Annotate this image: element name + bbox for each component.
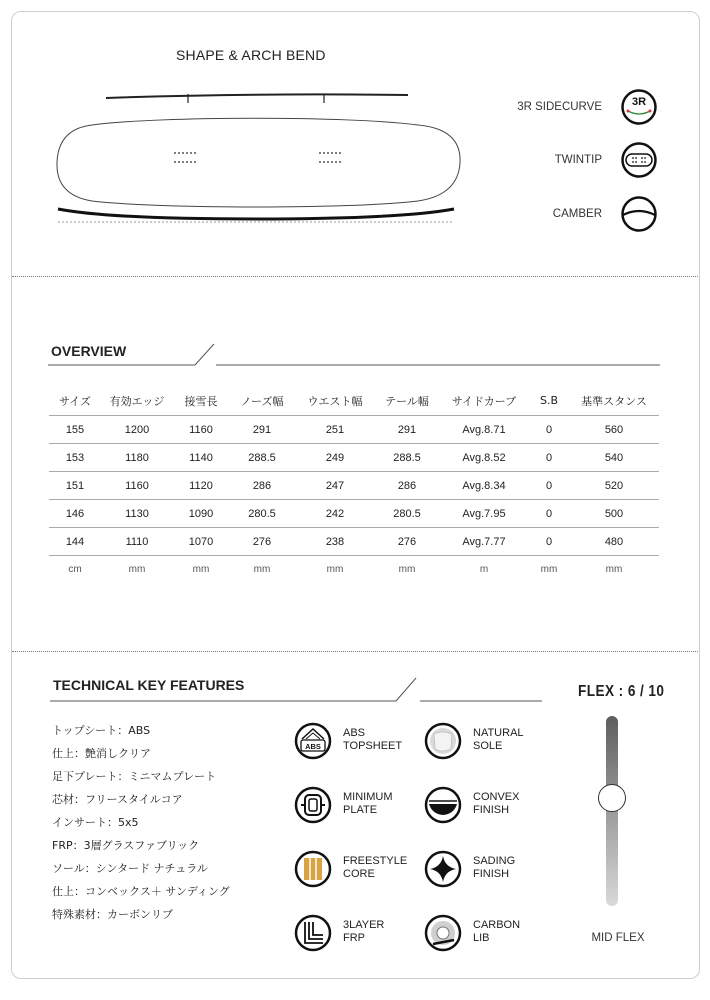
table-cell: 1160 [101, 472, 173, 500]
table-cell: mm [253, 563, 271, 575]
twintip-label: TWINTIP [554, 154, 602, 166]
badge-label-natural: NATURAL SOLE [473, 727, 524, 752]
table-cell: 151 [49, 472, 101, 500]
table-cell: 0 [529, 528, 569, 556]
table-cell: 291 [375, 416, 439, 444]
table-cell: 280.5 [375, 500, 439, 528]
table-row [49, 444, 659, 472]
table-cell: Avg.7.95 [439, 500, 529, 528]
table-cell: 1110 [101, 528, 173, 556]
3r-sidecurve-icon [620, 88, 658, 126]
table-cell: 560 [569, 416, 659, 444]
table-cell: 0 [529, 416, 569, 444]
table-row [49, 416, 659, 444]
spec-list [52, 723, 230, 930]
3layer-frp-icon [294, 914, 332, 952]
section-divider [12, 651, 698, 652]
table-cell: mm [398, 563, 416, 575]
table-row [49, 472, 659, 500]
technical-title: TECHNICAL KEY FEATURES [53, 677, 245, 693]
profile-top-line [106, 94, 408, 98]
abs-icon-text: ABS [305, 742, 321, 751]
table-cell: 480 [569, 528, 659, 556]
minimum-plate-icon [294, 786, 332, 824]
table-cell: 276 [375, 528, 439, 556]
col-header: 接雪長 [173, 386, 229, 416]
twintip-icon [620, 141, 658, 179]
technical-title-underline [50, 676, 545, 706]
badge-label-abs: ABS TOPSHEET [343, 727, 403, 752]
table-cell: mm [326, 563, 344, 575]
table-cell: 146 [49, 500, 101, 528]
table-cell: cm [68, 563, 82, 575]
spec-item: FRP：3層グラスファブリック [52, 839, 200, 852]
table-cell: 1180 [101, 444, 173, 472]
table-cell: 1160 [173, 416, 229, 444]
table-cell: 286 [375, 472, 439, 500]
table-cell: 1140 [173, 444, 229, 472]
col-header: サイドカーブ [439, 386, 529, 416]
spec-item: 仕上：艶消しクリア [52, 747, 151, 760]
spec-item: ソール：シンタード ナチュラル [52, 862, 208, 875]
col-header: 有効エッジ [101, 386, 173, 416]
board-shape-diagram [50, 85, 470, 230]
table-row [49, 500, 659, 528]
table-cell: 1120 [173, 472, 229, 500]
sidecurve-label: 3R SIDECURVE [517, 101, 602, 113]
table-header-row [49, 386, 659, 416]
overview-title: OVERVIEW [51, 343, 127, 359]
flex-indicator [598, 784, 626, 812]
col-header: サイズ [49, 386, 101, 416]
table-cell: 251 [295, 416, 375, 444]
table-row [49, 528, 659, 556]
table-cell: 540 [569, 444, 659, 472]
board-outline [57, 118, 460, 207]
table-cell: 155 [49, 416, 101, 444]
table-cell: 242 [295, 500, 375, 528]
table-cell: 520 [569, 472, 659, 500]
spec-item: トップシート：ABS [52, 724, 151, 737]
table-cell: 238 [295, 528, 375, 556]
spec-item: インサート：5x5 [52, 816, 139, 829]
section-divider [12, 276, 698, 277]
table-cell: 1090 [173, 500, 229, 528]
overview-title-underline [48, 340, 663, 370]
table-cell: 144 [49, 528, 101, 556]
sanding-finish-icon [424, 850, 462, 888]
table-cell: 1070 [173, 528, 229, 556]
spec-table [49, 386, 659, 582]
table-cell: 288.5 [375, 444, 439, 472]
badge-label-core: FREESTYLE CORE [343, 855, 408, 880]
spec-item: 仕上：コンベックス＋ サンディング [52, 885, 230, 898]
table-cell: 500 [569, 500, 659, 528]
badge-label-minimum: MINIMUM PLATE [343, 791, 393, 816]
spec-item: 特殊素材：カーボンリブ [52, 908, 173, 921]
table-cell: 291 [229, 416, 295, 444]
col-header: S.B [529, 386, 569, 416]
table-cell: Avg.8.34 [439, 472, 529, 500]
table-cell: 286 [229, 472, 295, 500]
table-cell: 1200 [101, 416, 173, 444]
table-cell: m [479, 563, 489, 575]
col-header: 基準スタンス [569, 386, 659, 416]
carbon-lib-icon [424, 914, 462, 952]
table-cell: Avg.7.77 [439, 528, 529, 556]
abs-topsheet-icon [294, 722, 332, 760]
table-cell: 249 [295, 444, 375, 472]
table-cell: 276 [229, 528, 295, 556]
col-header: テール幅 [375, 386, 439, 416]
table-cell: 153 [49, 444, 101, 472]
table-cell: 280.5 [229, 500, 295, 528]
badge-label-sanding: SADING FINISH [473, 855, 516, 880]
table-cell: mm [192, 563, 210, 575]
spec-item: 芯材：フリースタイルコア [52, 793, 183, 806]
badge-label-convex: CONVEX FINISH [473, 791, 520, 816]
flex-label: MID FLEX [591, 932, 645, 944]
table-cell: mm [540, 563, 558, 575]
natural-sole-icon [424, 722, 462, 760]
flex-title: FLEX : 6 / 10 [578, 683, 665, 700]
camber-icon [620, 195, 658, 233]
table-cell: Avg.8.52 [439, 444, 529, 472]
table-cell: 1130 [101, 500, 173, 528]
camber-label: CAMBER [552, 208, 602, 220]
table-cell: 288.5 [229, 444, 295, 472]
col-header: ウエスト幅 [295, 386, 375, 416]
table-cell: 0 [529, 500, 569, 528]
spec-item: 足下プレート：ミニマムプレート [52, 770, 217, 783]
col-header: ノーズ幅 [229, 386, 295, 416]
badge-label-carbon: CARBON LIB [473, 919, 521, 944]
shape-title: SHAPE & ARCH BEND [176, 47, 326, 63]
camber-profile-line [58, 209, 454, 219]
table-cell: 247 [295, 472, 375, 500]
table-cell: mm [128, 563, 146, 575]
3r-badge-text: 3R [631, 96, 647, 108]
convex-finish-icon [424, 786, 462, 824]
table-cell: 0 [529, 444, 569, 472]
badge-label-frp: 3LAYER FRP [343, 919, 385, 944]
units-row [49, 556, 659, 583]
table-cell: Avg.8.71 [439, 416, 529, 444]
table-cell: mm [605, 563, 623, 575]
freestyle-core-icon [294, 850, 332, 888]
table-cell: 0 [529, 472, 569, 500]
